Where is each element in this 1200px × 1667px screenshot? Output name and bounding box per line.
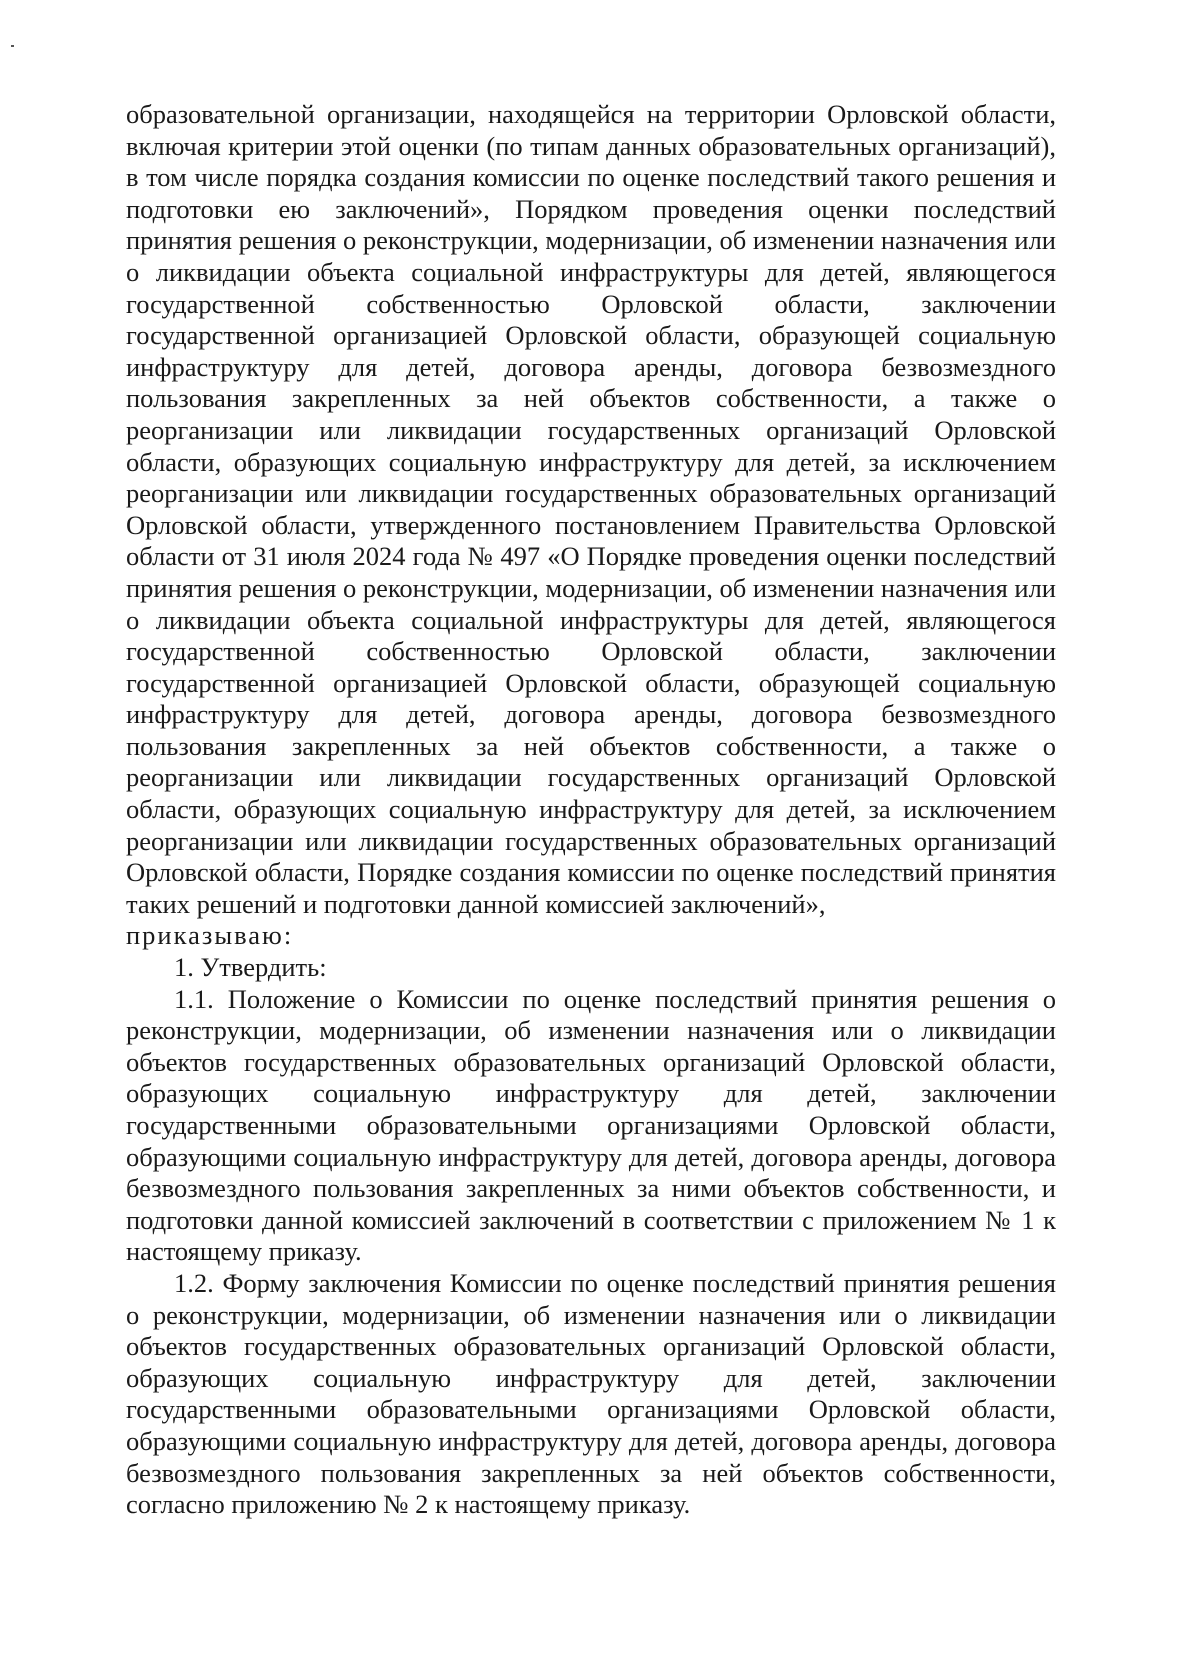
clause-1-2: 1.2. Форму заключения Комиссии по оценке последствий принятия решения о реконструкции, модернизации, об изменении назначения или о ликвидации объектов государственных образовательных организаций Орловской области, образующих социальную инфраструктуру для детей, заключении государственными образовательными организациями Орловской области, образующими социальную инфраструктуру для детей, договора аренды, договора безвозмездного пользования закрепленных за ней объектов собственности, согласно приложению № 2 к настоящему приказу. <box>126 1267 1056 1520</box>
clause-1: 1. Утвердить: <box>174 952 327 983</box>
document-body <box>126 99 1056 1521</box>
order-word: приказываю: <box>126 920 294 951</box>
preamble-text: образовательной организации, находящейся на территории Орловской области, включая критерии этой оценки (по типам данных образовательных организаций), в том числе порядка создания комиссии по оценке последствий такого решения и подготовки ею заключений», Порядком проведения оценки последствий принятия решения о реконструкции, модернизации, об изменении назначения или о ликвидации объекта социальной инфраструктуры для детей, являющегося государственной собственностью Орловской области, заключении государственной организацией Орловской области, образующей социальную инфраструктуру для детей, договора аренды, договора безвозмездного пользования закрепленных за ней объектов собственности, а также о реорганизации или ликвидации государственных организаций Орловской области, образующих социальную инфраструктуру для детей, за исключением реорганизации или ликвидации государственных образовательных организаций Орловской области, утвержденного постановлением Правительства Орловской области от 31 июля 2024 года № 497 «О Порядке проведения оценки последствий принятия решения о реконструкции, модернизации, об изменении назначения или о ликвидации объекта социальной инфраструктуры для детей, являющегося государственной собственностью Орловской области, заключении государственной организацией Орловской области, образующей социальную инфраструктуру для детей, договора аренды, договора безвозмездного пользования закрепленных за ней объектов собственности, а также о реорганизации или ликвидации государственных организаций Орловской области, образующих социальную инфраструктуру для детей, за исключением реорганизации или ликвидации государственных образовательных организаций Орловской области, Порядке создания комиссии по оценке последствий принятия таких решений и подготовки данной комиссией заключений», <box>126 99 1056 919</box>
scan-speck <box>11 45 14 47</box>
preamble-paragraph <box>126 99 1056 952</box>
clause-1-1: 1.1. Положение о Комиссии по оценке последствий принятия решения о реконструкции, модернизации, об изменении назначения или о ликвидации объектов государственных образовательных организаций Орловской области, образующих социальную инфраструктуру для детей, заключении государственными образовательными организациями Орловской области, образующими социальную инфраструктуру для детей, договора аренды, договора безвозмездного пользования закрепленных за ними объектов собственности, и подготовки данной комиссией заключений в соответствии с приложением № 1 к настоящему приказу. <box>126 983 1056 1267</box>
